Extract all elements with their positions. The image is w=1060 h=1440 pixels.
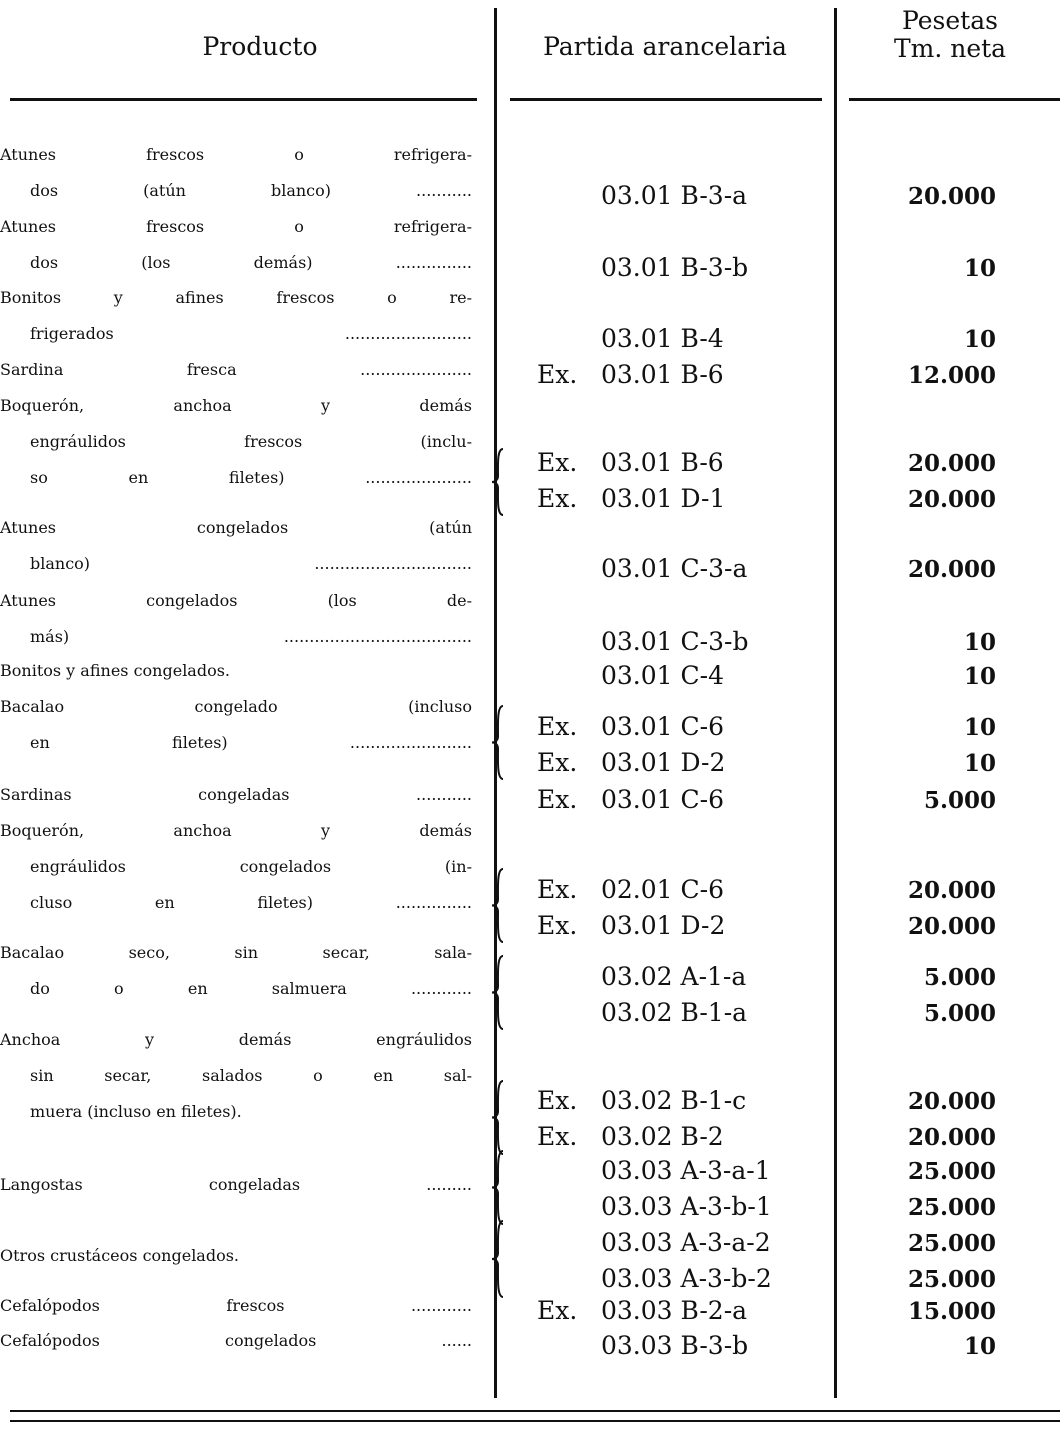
product-line: Bonitos y afines congelados. bbox=[0, 661, 231, 680]
product-line: Atunes frescos o refrigera- bbox=[0, 145, 472, 164]
ex-prefix: Ex. bbox=[537, 1122, 578, 1151]
product-line: frigerados ......................... bbox=[30, 324, 472, 343]
header-rule-pesetas bbox=[849, 98, 1060, 101]
tariff-code: 03.01 B-6 bbox=[601, 360, 724, 389]
product-line: engráulidos congelados (in- bbox=[30, 857, 472, 876]
product-line: Boquerón, anchoa y demás bbox=[0, 396, 472, 415]
price-per-tonne: 25.000 bbox=[907, 1194, 996, 1221]
curly-brace-icon bbox=[491, 868, 505, 943]
tariff-code: 03.01 C-6 bbox=[601, 785, 724, 814]
ex-prefix: Ex. bbox=[537, 911, 578, 940]
product-line: más) ..................................... bbox=[30, 627, 472, 646]
ex-prefix: Ex. bbox=[537, 785, 578, 814]
ex-prefix: Ex. bbox=[537, 1296, 578, 1325]
ex-prefix: Ex. bbox=[537, 360, 578, 389]
tariff-code: 03.02 B-1-c bbox=[601, 1086, 747, 1115]
price-per-tonne: 20.000 bbox=[907, 183, 996, 210]
price-per-tonne: 10 bbox=[963, 750, 996, 777]
price-per-tonne: 20.000 bbox=[907, 877, 996, 904]
tariff-code: 03.01 D-1 bbox=[601, 484, 726, 513]
product-line: Bacalao congelado (incluso bbox=[0, 697, 472, 716]
product-line: blanco) ............................... bbox=[30, 554, 472, 573]
curly-brace-icon bbox=[491, 955, 505, 1030]
footer-rule-top bbox=[10, 1410, 1060, 1412]
curly-brace-icon bbox=[491, 1220, 505, 1298]
header-rule-producto bbox=[10, 98, 477, 101]
price-per-tonne: 20.000 bbox=[907, 556, 996, 583]
footer-rule-bottom bbox=[10, 1420, 1060, 1422]
header-pesetas: Pesetas bbox=[902, 6, 998, 35]
tariff-code: 03.02 B-2 bbox=[601, 1122, 724, 1151]
header-partida-arancelaria: Partida arancelaria bbox=[543, 32, 787, 61]
curly-brace-icon bbox=[491, 1150, 505, 1225]
product-line: Sardinas congeladas ........... bbox=[0, 785, 472, 804]
product-line: Atunes congelados (atún bbox=[0, 518, 472, 537]
ex-prefix: Ex. bbox=[537, 875, 578, 904]
price-per-tonne: 10 bbox=[963, 714, 996, 741]
tariff-code: 03.02 B-1-a bbox=[601, 998, 748, 1027]
product-line: cluso en filetes) ............... bbox=[30, 893, 472, 912]
product-line: Sardina fresca ...................... bbox=[0, 360, 472, 379]
price-per-tonne: 25.000 bbox=[907, 1158, 996, 1185]
product-line: Anchoa y demás engráulidos bbox=[0, 1030, 472, 1049]
header-tm-neta: Tm. neta bbox=[893, 34, 1007, 63]
price-per-tonne: 20.000 bbox=[907, 1124, 996, 1151]
product-line: Langostas congeladas ......... bbox=[0, 1175, 472, 1194]
product-line: so en filetes) ..................... bbox=[30, 468, 472, 487]
tariff-code: 03.01 B-3-b bbox=[601, 253, 749, 282]
price-per-tonne: 20.000 bbox=[907, 913, 996, 940]
tariff-code: 03.03 B-2-a bbox=[601, 1296, 748, 1325]
price-per-tonne: 15.000 bbox=[907, 1298, 996, 1325]
price-per-tonne: 5.000 bbox=[923, 787, 996, 814]
tariff-code: 03.01 B-4 bbox=[601, 324, 724, 353]
product-line: Bonitos y afines frescos o re- bbox=[0, 288, 472, 307]
column-divider-right bbox=[834, 8, 837, 1398]
tariff-code: 03.01 C-4 bbox=[601, 661, 724, 690]
product-line: Atunes congelados (los de- bbox=[0, 591, 472, 610]
product-line: Otros crustáceos congelados. bbox=[0, 1246, 240, 1265]
price-per-tonne: 10 bbox=[963, 663, 996, 690]
price-per-tonne: 25.000 bbox=[907, 1230, 996, 1257]
product-line: dos (atún blanco) ........... bbox=[30, 181, 472, 200]
ex-prefix: Ex. bbox=[537, 448, 578, 477]
curly-brace-icon bbox=[491, 705, 505, 780]
tariff-code: 03.01 C-3-b bbox=[601, 627, 749, 656]
curly-brace-icon bbox=[491, 448, 505, 516]
product-line: Atunes frescos o refrigera- bbox=[0, 217, 472, 236]
price-per-tonne: 5.000 bbox=[923, 1000, 996, 1027]
ex-prefix: Ex. bbox=[537, 1086, 578, 1115]
curly-brace-icon bbox=[491, 1080, 505, 1155]
price-per-tonne: 5.000 bbox=[923, 964, 996, 991]
product-line: muera (incluso en filetes). bbox=[30, 1102, 242, 1121]
product-line: sin secar, salados o en sal- bbox=[30, 1066, 472, 1085]
product-line: do o en salmuera ............ bbox=[30, 979, 472, 998]
header-rule-partida bbox=[510, 98, 822, 101]
tariff-code: 03.01 B-3-a bbox=[601, 181, 748, 210]
tariff-code: 03.01 C-6 bbox=[601, 712, 724, 741]
price-per-tonne: 10 bbox=[963, 255, 996, 282]
tariff-code: 03.03 B-3-b bbox=[601, 1331, 749, 1360]
tariff-code: 03.03 A-3-b-2 bbox=[601, 1264, 772, 1293]
ex-prefix: Ex. bbox=[537, 484, 578, 513]
tariff-code: 03.03 A-3-a-2 bbox=[601, 1228, 771, 1257]
tariff-code: 03.01 D-2 bbox=[601, 911, 726, 940]
header-producto: Producto bbox=[202, 32, 318, 61]
product-line: engráulidos frescos (inclu- bbox=[30, 432, 472, 451]
price-per-tonne: 10 bbox=[963, 629, 996, 656]
product-line: Cefalópodos frescos ............ bbox=[0, 1296, 472, 1315]
price-per-tonne: 10 bbox=[963, 326, 996, 353]
tariff-code: 03.01 C-3-a bbox=[601, 554, 748, 583]
price-per-tonne: 20.000 bbox=[907, 486, 996, 513]
tariff-code: 03.03 A-3-a-1 bbox=[601, 1156, 771, 1185]
tariff-code: 03.03 A-3-b-1 bbox=[601, 1192, 772, 1221]
price-per-tonne: 20.000 bbox=[907, 450, 996, 477]
tariff-code: 03.01 B-6 bbox=[601, 448, 724, 477]
product-line: Bacalao seco, sin secar, sala- bbox=[0, 943, 472, 962]
price-per-tonne: 12.000 bbox=[907, 362, 996, 389]
tariff-code: 02.01 C-6 bbox=[601, 875, 724, 904]
ex-prefix: Ex. bbox=[537, 712, 578, 741]
tariff-code: 03.02 A-1-a bbox=[601, 962, 747, 991]
product-line: en filetes) ........................ bbox=[30, 733, 472, 752]
price-per-tonne: 25.000 bbox=[907, 1266, 996, 1293]
price-per-tonne: 10 bbox=[963, 1333, 996, 1360]
product-line: dos (los demás) ............... bbox=[30, 253, 472, 272]
ex-prefix: Ex. bbox=[537, 748, 578, 777]
product-line: Boquerón, anchoa y demás bbox=[0, 821, 472, 840]
product-line: Cefalópodos congelados ...... bbox=[0, 1331, 472, 1350]
price-per-tonne: 20.000 bbox=[907, 1088, 996, 1115]
tariff-code: 03.01 D-2 bbox=[601, 748, 726, 777]
